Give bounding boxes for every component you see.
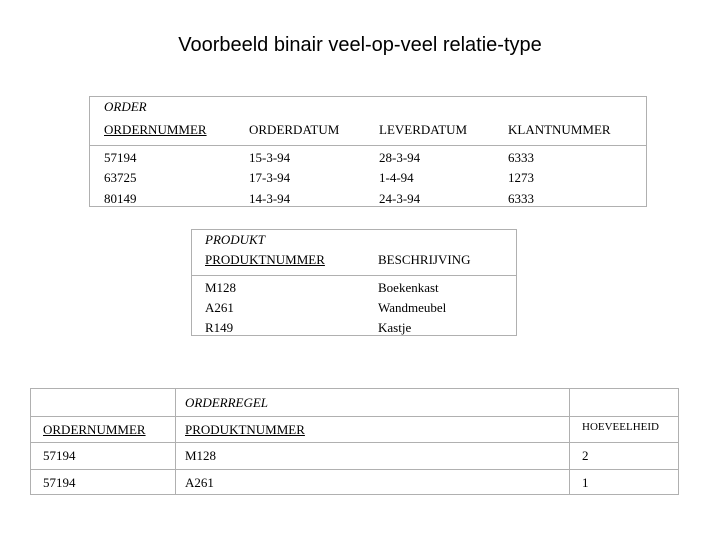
table-cell: Boekenkast xyxy=(378,280,439,295)
table-cell: 6333 xyxy=(508,150,534,165)
order-header-klantnummer: KLANTNUMMER xyxy=(508,122,611,137)
table-cell: 57194 xyxy=(43,475,76,490)
table-cell: 57194 xyxy=(104,150,137,165)
order-table-name: ORDER xyxy=(104,99,147,114)
order-header-orderdatum: ORDERDATUM xyxy=(249,122,340,137)
page-title: Voorbeeld binair veel-op-veel relatie-type xyxy=(178,34,542,56)
orderregel-table-name: ORDERREGEL xyxy=(185,395,269,410)
table-cell: 28-3-94 xyxy=(379,150,421,165)
table-cell: 1273 xyxy=(508,170,534,185)
table-cell: Wandmeubel xyxy=(378,300,447,315)
produkt-table xyxy=(191,229,517,336)
orderregel-header-ordernummer: ORDERNUMMER xyxy=(43,422,146,437)
table-cell: 1 xyxy=(582,475,589,490)
produkt-table-name: PRODUKT xyxy=(205,232,265,247)
table-cell: 24-3-94 xyxy=(379,191,421,206)
table-cell: A261 xyxy=(185,475,214,490)
order-table xyxy=(89,96,647,207)
orderregel-header-hoeveelheid: HOEVEELHEID xyxy=(582,421,659,433)
table-cell: 57194 xyxy=(43,448,76,463)
produkt-header-produktnummer: PRODUKTNUMMER xyxy=(205,252,325,267)
order-header-leverdatum: LEVERDATUM xyxy=(379,122,468,137)
table-cell: M128 xyxy=(205,280,237,295)
table-cell: 6333 xyxy=(508,191,534,206)
table-cell: R149 xyxy=(205,320,234,335)
table-cell: 17-3-94 xyxy=(249,170,291,185)
table-cell: M128 xyxy=(185,448,217,463)
table-cell: 2 xyxy=(582,448,589,463)
table-cell: 80149 xyxy=(104,191,137,206)
produkt-header-beschrijving: BESCHRIJVING xyxy=(378,252,471,267)
orderregel-table xyxy=(30,388,679,495)
order-header-ordernummer: ORDERNUMMER xyxy=(104,122,207,137)
table-cell: Kastje xyxy=(378,320,412,335)
table-cell: 63725 xyxy=(104,170,137,185)
table-cell: 1-4-94 xyxy=(379,170,414,185)
table-cell: 14-3-94 xyxy=(249,191,291,206)
orderregel-header-produktnummer: PRODUKTNUMMER xyxy=(185,422,305,437)
table-cell: 15-3-94 xyxy=(249,150,291,165)
table-cell: A261 xyxy=(205,300,234,315)
